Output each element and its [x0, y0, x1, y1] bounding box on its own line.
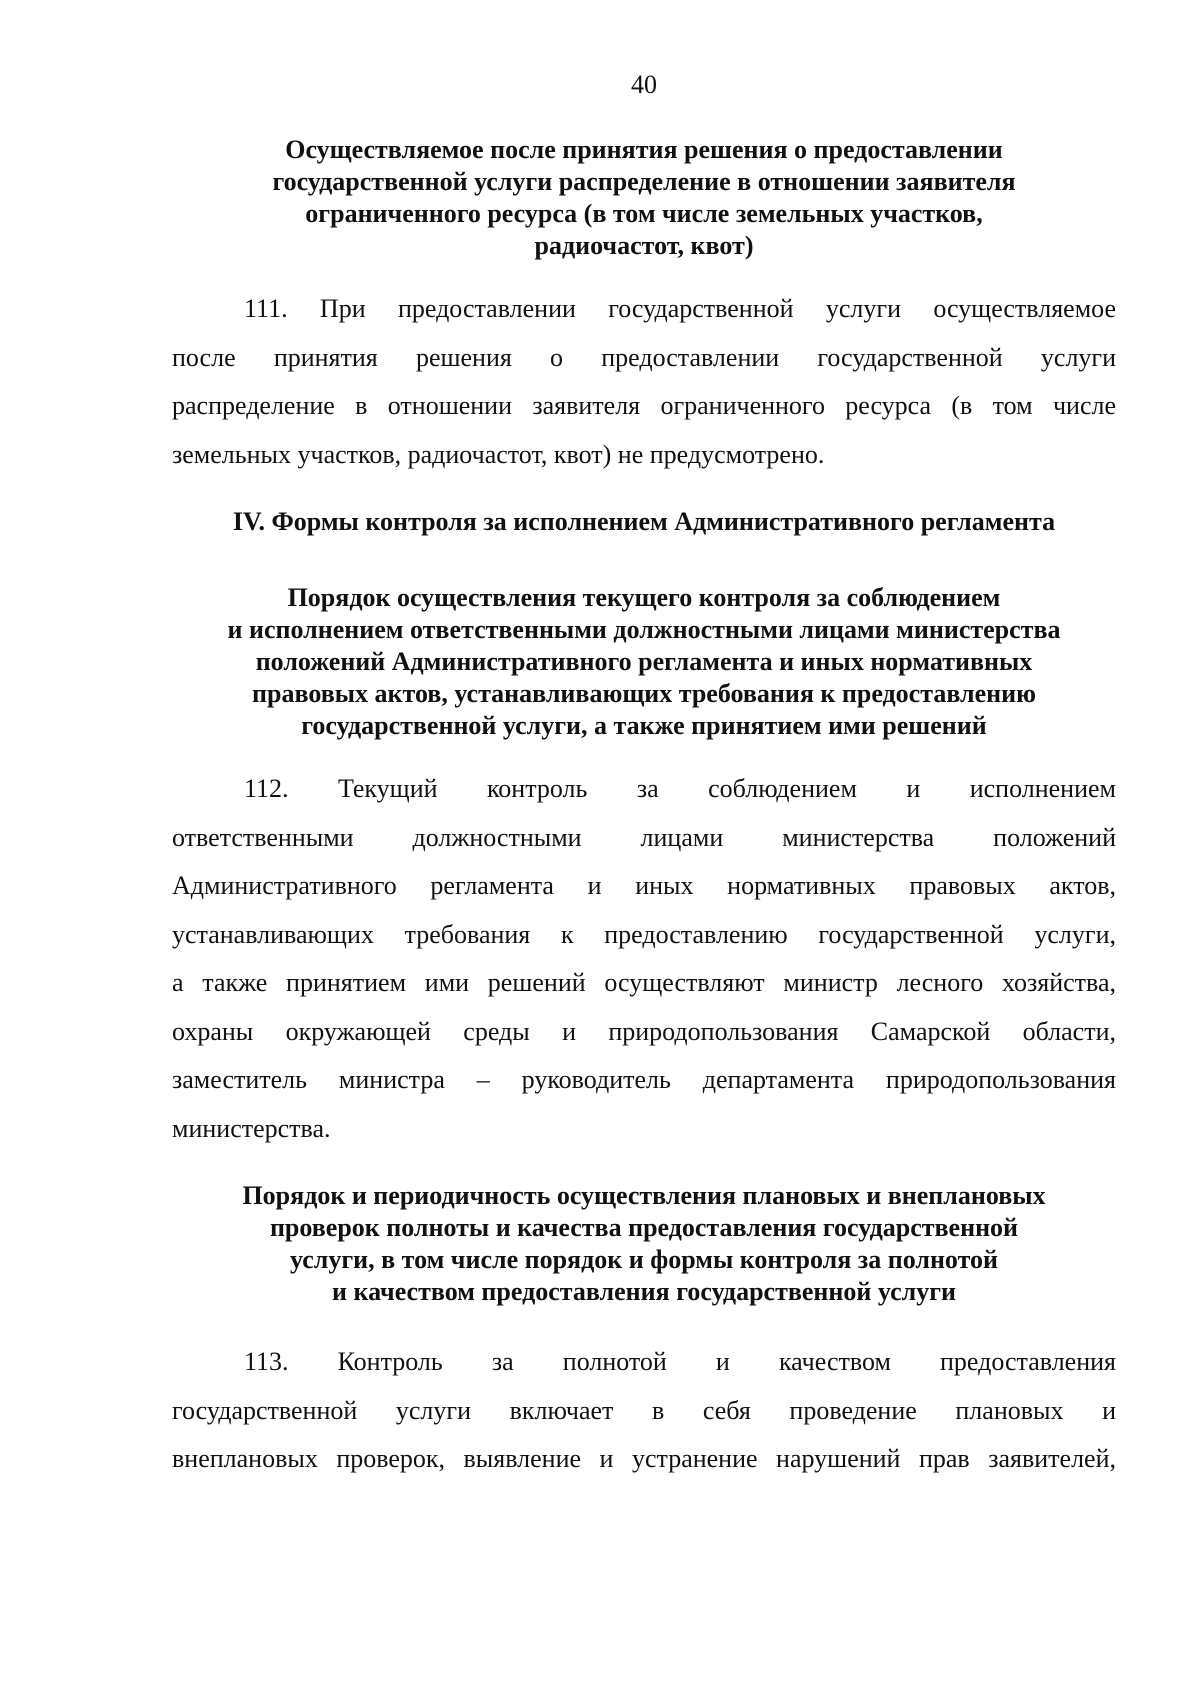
heading-line: и качеством предоставления государственной услуги	[332, 1277, 956, 1306]
heading-line: Порядок осуществления текущего контроля за соблюдением	[287, 583, 1001, 612]
paragraph-line: заместитель министра – руководитель департамента природопользования	[172, 1065, 1116, 1094]
page-number: 40	[631, 70, 657, 99]
heading-line: правовых актов, устанавливающих требования к предоставлению	[252, 679, 1036, 708]
heading-line: IV. Формы контроля за исполнением Административного регламента	[232, 507, 1056, 536]
heading-line: положений Административного регламента и иных нормативных	[255, 647, 1033, 676]
paragraph-line: министерства.	[172, 1113, 331, 1143]
paragraph-111	[172, 285, 1116, 479]
heading-line: услуги, в том числе порядок и формы контроля за полнотой	[290, 1245, 998, 1274]
heading-line: Осуществляемое после принятия решения о предоставлении	[285, 135, 1003, 164]
heading-line: проверок полноты и качества предоставления государственной	[269, 1213, 1019, 1242]
paragraph-line: внеплановых проверок, выявление и устранение нарушений прав заявителей,	[172, 1444, 1116, 1473]
paragraph-line: после принятия решения о предоставлении государственной услуги	[172, 342, 1116, 372]
paragraph-line: 111. При предоставлении государственной услуги осуществляемое	[244, 294, 1116, 323]
paragraph-113	[172, 1338, 1116, 1484]
document-body	[172, 134, 1116, 1484]
heading-line: государственной услуги, а также принятием ими решений	[301, 711, 987, 740]
heading-line: радиочастот, квот)	[534, 231, 754, 260]
paragraph-line: 113. Контроль за полнотой и качеством предоставления	[244, 1347, 1116, 1376]
paragraph-line: а также принятием ими решений осуществляют министр лесного хозяйства,	[172, 968, 1116, 997]
paragraph-line: 112. Текущий контроль за соблюдением и исполнением	[244, 774, 1116, 803]
paragraph-line: охраны окружающей среды и природопользования Самарской области,	[172, 1016, 1116, 1046]
paragraph-line: государственной услуги включает в себя проведение плановых и	[172, 1395, 1116, 1425]
heading-line: государственной услуги распределение в отношении заявителя	[272, 167, 1016, 196]
paragraph-line: устанавливающих требования к предоставлению государственной услуги,	[172, 919, 1116, 949]
heading-section-iv	[172, 506, 1116, 538]
heading-line: ограниченного ресурса (в том числе земельных участков,	[305, 199, 983, 228]
paragraph-line: распределение в отношении заявителя ограниченного ресурса (в том числе	[172, 391, 1116, 420]
paragraph-112	[172, 765, 1116, 1153]
paragraph-line: Административного регламента и иных нормативных правовых актов,	[172, 871, 1116, 900]
paragraph-line: земельных участков, радиочастот, квот) не предусмотрено.	[172, 439, 825, 469]
heading-line: и исполнением ответственными должностными лицами министерства	[227, 615, 1061, 644]
heading-line: Порядок и периодичность осуществления плановых и внеплановых	[242, 1181, 1046, 1210]
heading-limited-resource	[172, 134, 1116, 262]
heading-current-control	[172, 582, 1116, 742]
heading-inspections	[172, 1180, 1116, 1308]
paragraph-line: ответственными должностными лицами министерства положений	[172, 822, 1116, 852]
